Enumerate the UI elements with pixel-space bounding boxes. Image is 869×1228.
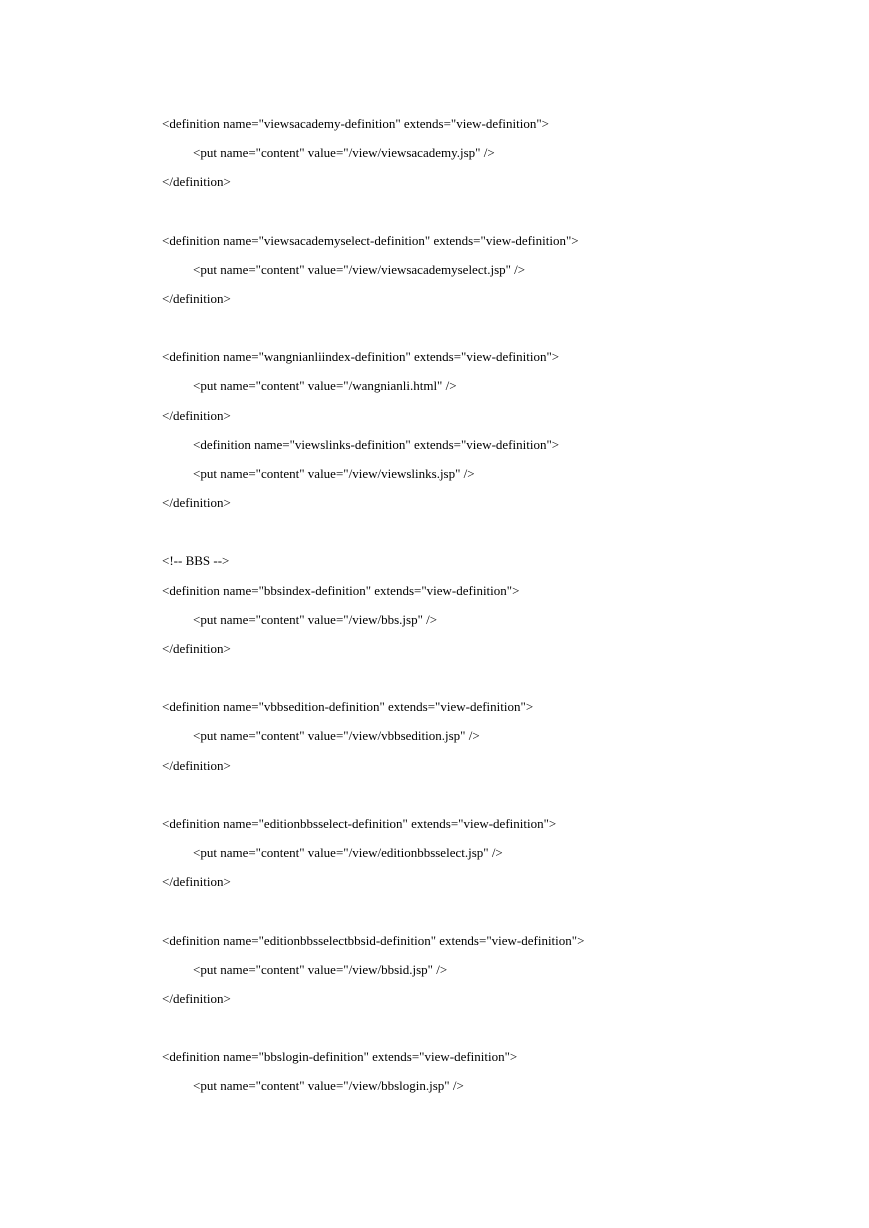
code-line: <definition name="editionbbsselectbbsid-definition" extends="view-definition">: [162, 933, 585, 948]
code-line: <put name="content" value="/view/bbsid.jsp" />: [193, 962, 448, 977]
code-line: <definition name="editionbbsselect-definition" extends="view-definition">: [162, 816, 557, 831]
code-line: <definition name="vbbsedition-definition" extends="view-definition">: [162, 699, 534, 714]
code-line: </definition>: [162, 291, 231, 306]
code-line: </definition>: [162, 641, 231, 656]
code-line: <put name="content" value="/view/viewslinks.jsp" />: [193, 466, 475, 481]
code-line: <put name="content" value="/view/viewsacademy.jsp" />: [193, 145, 495, 160]
code-line: </definition>: [162, 408, 231, 423]
code-line: </definition>: [162, 495, 231, 510]
code-line: </definition>: [162, 174, 231, 189]
code-line: <definition name="viewslinks-definition" extends="view-definition">: [193, 437, 560, 452]
code-line: <put name="content" value="/view/viewsacademyselect.jsp" />: [193, 262, 526, 277]
code-line: <definition name="wangnianliindex-definition" extends="view-definition">: [162, 349, 560, 364]
code-line: <definition name="viewsacademy-definition" extends="view-definition">: [162, 116, 550, 131]
code-line: <put name="content" value="/view/bbs.jsp" />: [193, 612, 438, 627]
code-line: <definition name="bbslogin-definition" extends="view-definition">: [162, 1049, 518, 1064]
code-line: <put name="content" value="/view/editionbbsselect.jsp" />: [193, 845, 503, 860]
code-line: </definition>: [162, 991, 231, 1006]
code-line: <put name="content" value="/view/vbbsedition.jsp" />: [193, 728, 480, 743]
code-line: </definition>: [162, 758, 231, 773]
code-line: </definition>: [162, 874, 231, 889]
code-line: <definition name="viewsacademyselect-definition" extends="view-definition">: [162, 233, 579, 248]
code-line: <put name="content" value="/view/bbslogin.jsp" />: [193, 1078, 464, 1093]
code-comment: <!-- BBS -->: [162, 553, 230, 568]
code-line: <put name="content" value="/wangnianli.html" />: [193, 378, 457, 393]
code-line: <definition name="bbsindex-definition" extends="view-definition">: [162, 583, 520, 598]
